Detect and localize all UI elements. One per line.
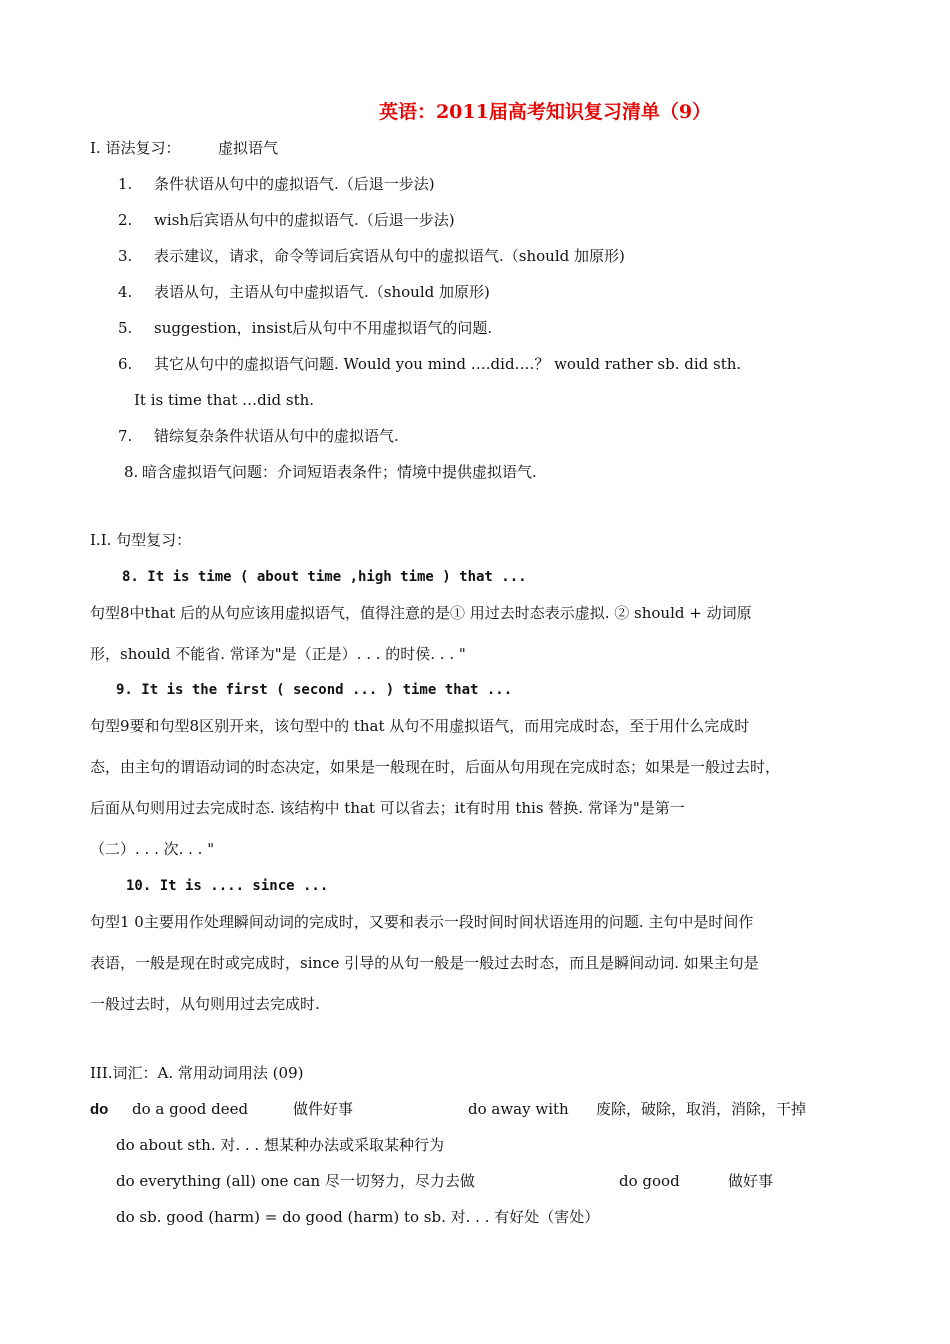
section3-heading: III.词汇：A. 常用动词用法 (09)	[90, 1064, 304, 1082]
vocab-verb: do	[90, 1101, 109, 1118]
pattern-9-text-line: （二）. . . 次. . . "	[90, 840, 215, 858]
pattern-10-text-line: 一般过去时，从句则用过去完成时.	[90, 995, 320, 1013]
list-item: 6. 其它从句中的虚拟语气问题. Would you mind ….did….？ would rather sb. did sth.	[118, 355, 742, 373]
pattern-10-text-line: 句型1 0主要用作处理瞬间动词的完成时，又要和表示一段时间时间状语连用的问题. 主句中是时间作	[90, 913, 754, 931]
list-item: 5. suggestion，insist后从句中不用虚拟语气的问题.	[118, 319, 493, 337]
vocab-row	[90, 1098, 950, 1121]
list-item: 4. 表语从句，主语从句中虚拟语气.（should 加原形)	[118, 283, 490, 301]
vocab-row	[116, 1170, 816, 1192]
section1-heading: I. 语法复习：	[90, 139, 181, 157]
list-item-continuation: It is time that …did sth.	[134, 391, 315, 409]
pattern-10-heading: 10. It is .... since ...	[126, 878, 329, 894]
vocab-phrase: do everything (all) one can 尽一切努力，尽力去做	[116, 1172, 475, 1190]
pattern-8-text-line: 形，should 不能省. 常译为"是（正是）. . . 的时侯. . . "	[90, 645, 466, 663]
vocab-phrase: do away with	[468, 1100, 569, 1118]
vocab-meaning: 做件好事	[293, 1100, 354, 1118]
section1-subject: 虚拟语气	[218, 139, 279, 157]
pattern-10-text-line: 表语，一般是现在时或完成时，since 引导的从句一般是一般过去时态，而且是瞬间动词. 如果主句是	[90, 954, 759, 972]
vocab-phrase: do a good deed	[132, 1100, 249, 1118]
list-item: 8. 暗含虚拟语气问题：介词短语表条件；情境中提供虚拟语气.	[124, 463, 537, 481]
vocab-phrase: do good	[619, 1172, 680, 1190]
vocab-meaning: 废除，破除，取消，消除，干掉	[596, 1100, 807, 1118]
list-item: 1. 条件状语从句中的虚拟语气.（后退一步法)	[118, 175, 435, 193]
vocab-meaning: 做好事	[728, 1172, 774, 1190]
pattern-9-text-line: 句型9要和句型8区别开来，该句型中的 that 从句不用虚拟语气，而用完成时态，至于用什么完成时	[90, 717, 750, 735]
section1-heading-row	[90, 137, 278, 159]
pattern-9-text-line: 后面从句则用过去完成时态. 该结构中 that 可以省去；it有时用 this 替换. 常译为"是第一	[90, 799, 685, 817]
pattern-9-heading: 9. It is the first ( second ... ) time that ...	[116, 682, 513, 698]
document-title: 英语：2011届高考知识复习清单（9）	[378, 101, 712, 123]
list-item: 3. 表示建议，请求，命令等词后宾语从句中的虚拟语气.（should 加原形)	[118, 247, 625, 265]
pattern-8-text-line: 句型8中that 后的从句应该用虚拟语气，值得注意的是① 用过去时态表示虚拟. ② should + 动词原	[90, 604, 752, 622]
pattern-9-text-line: 态，由主句的谓语动词的时态决定，如果是一般现在时，后面从句用现在完成时态；如果是一般过去时，	[90, 758, 781, 776]
vocab-row: do about sth. 对. . . 想某种办法或采取某种行为	[116, 1136, 444, 1154]
pattern-8-heading: 8. It is time ( about time ,high time ) that ...	[122, 569, 527, 585]
list-item: 7. 错综复杂条件状语从句中的虚拟语气.	[118, 427, 399, 445]
section2-heading: I.I. 句型复习：	[90, 531, 192, 549]
vocab-row: do sb. good (harm) = do good (harm) to sb. 对. . . 有好处（害处）	[116, 1208, 600, 1226]
list-item: 2. wish后宾语从句中的虚拟语气.（后退一步法)	[118, 211, 455, 229]
